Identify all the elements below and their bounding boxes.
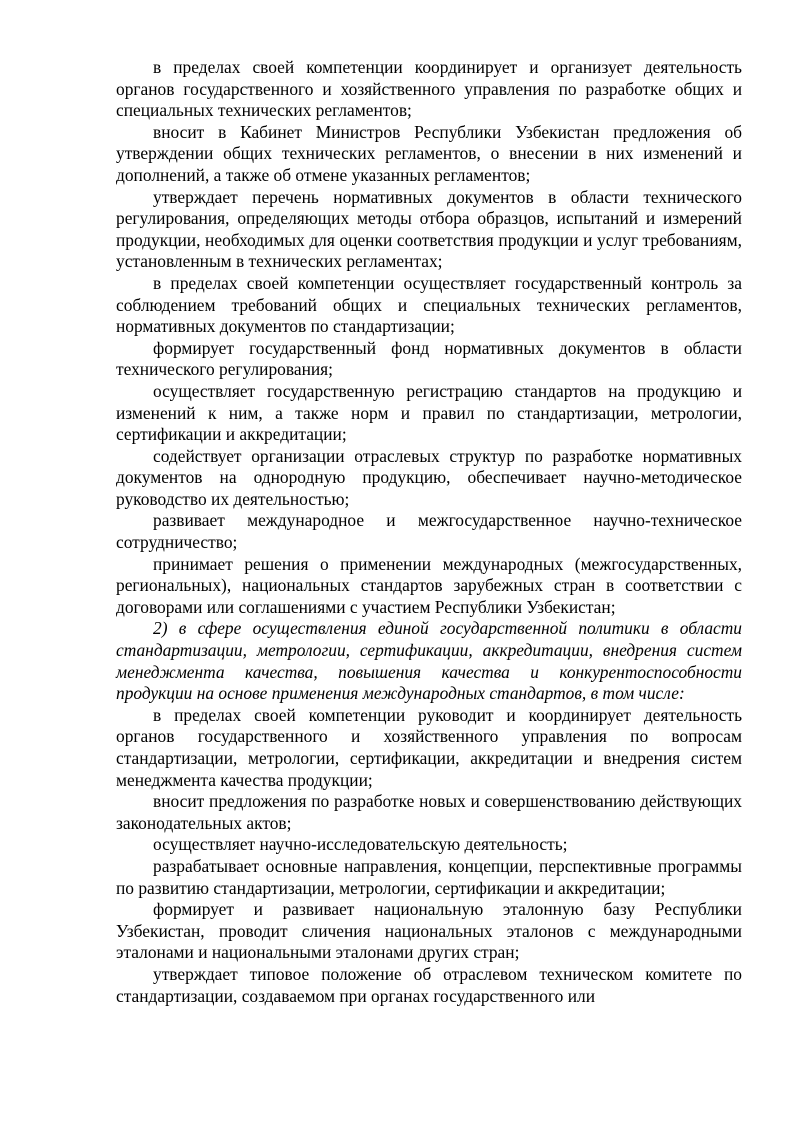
section-heading-paragraph: 2) в сфере осуществления единой государственной политики в области стандартизации, метрологии, сертификации, аккредитации, внедрения систем менеджмента качества, повышения качества и конкурентоспособности продукции на основе применения международных стандартов, в том числе:	[116, 618, 742, 704]
paragraph: в пределах своей компетенции руководит и координирует деятельность органов государственного и хозяйственного управления по вопросам стандартизации, метрологии, сертификации, аккредитации и внедрения систем менеджмента качества продукции;	[116, 704, 742, 790]
paragraph: формирует государственный фонд нормативных документов в области технического регулирования;	[116, 337, 742, 380]
paragraph: утверждает перечень нормативных документов в области технического регулирования, определяющих методы отбора образцов, испытаний и измерений продукции, необходимых для оценки соответствия продукции и услуг требованиям, установленным в технических регламентах;	[116, 186, 742, 272]
paragraph: вносит в Кабинет Министров Республики Узбекистан предложения об утверждении общих технических регламентов, о внесении в них изменений и дополнений, а также об отмене указанных регламентов;	[116, 121, 742, 185]
paragraph: в пределах своей компетенции осуществляет государственный контроль за соблюдением требований общих и специальных технических регламентов, нормативных документов по стандартизации;	[116, 272, 742, 337]
paragraph: принимает решения о применении международных (межгосударственных, региональных), национальных стандартов зарубежных стран в соответствии с договорами или соглашениями с участием Республики Узбекистан;	[116, 553, 742, 617]
paragraph: осуществляет научно-исследовательскую деятельность;	[153, 834, 568, 855]
paragraph: содействует организации отраслевых структур по разработке нормативных документов на однородную продукцию, обеспечивает научно-методическое руководство их деятельностью;	[116, 445, 742, 509]
paragraph: развивает международное и межгосударственное научно-техническое сотрудничество;	[116, 510, 742, 553]
paragraph: вносит предложения по разработке новых и совершенствованию действующих законодательных актов;	[116, 791, 742, 833]
paragraph: в пределах своей компетенции координирует и организует деятельность органов государственного и хозяйственного управления по разработке общих и специальных технических регламентов;	[116, 57, 742, 121]
paragraph: утверждает типовое положение об отраслевом техническом комитете по стандартизации, создаваемом при органах государственного или	[116, 963, 742, 1006]
paragraph: осуществляет государственную регистрацию стандартов на продукцию и изменений к ним, а также норм и правил по стандартизации, метрологии, сертификации и аккредитации;	[116, 380, 742, 445]
document-page	[116, 57, 742, 1007]
paragraph: формирует и развивает национальную эталонную базу Республики Узбекистан, проводит сличения национальных эталонов с международными эталонами и национальными эталонами других стран;	[116, 899, 742, 963]
paragraph: разрабатывает основные направления, концепции, перспективные программы по развитию стандартизации, метрологии, сертификации и аккредитации;	[116, 855, 742, 898]
